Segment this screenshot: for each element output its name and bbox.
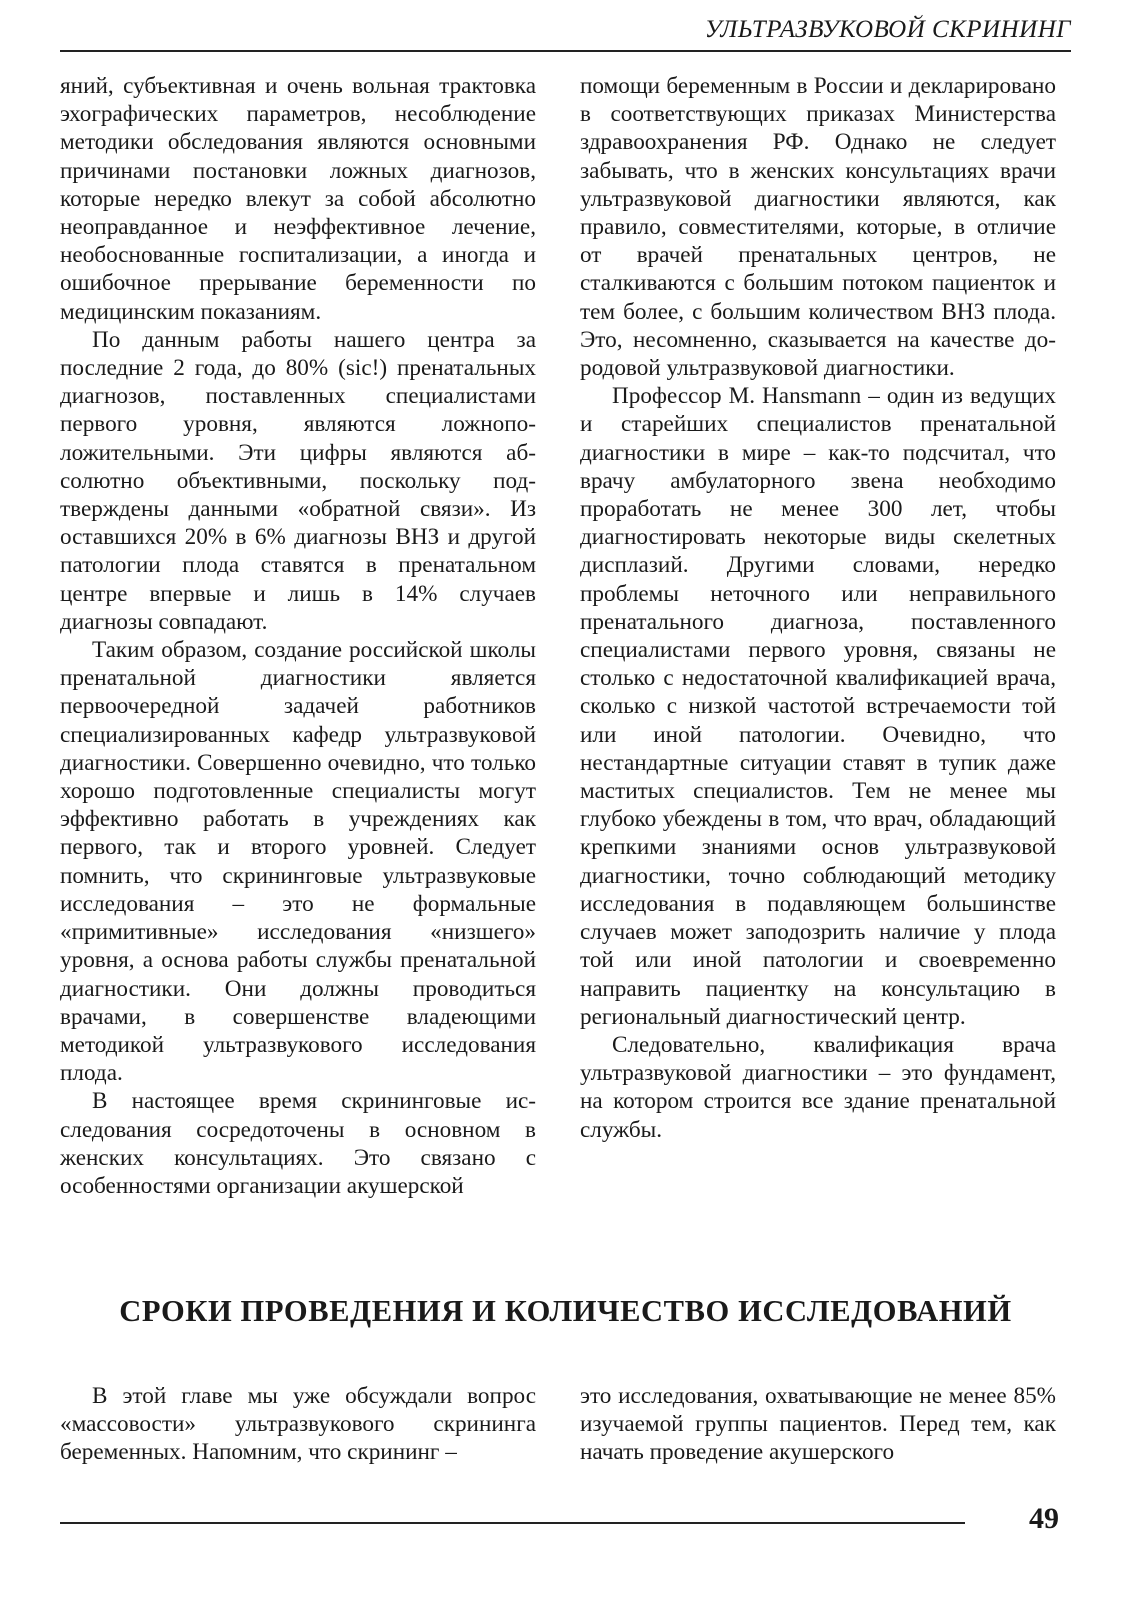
paragraph: это исследования, охватывающие не менее 85% изучаемой группы пациентов. Перед тем, как начать проведение акушерского: [580, 1383, 1056, 1466]
paragraph: Таким образом, создание российской школы пренатальной диагностики является первоочередной задачей работников специализированных кафедр ультразвуковой диагностики. Совершенно очевидно, что только хорошо подготовленные специалисты могут эффективно работать в учреждениях как первого, так и второго уровней. Следует помнить, что скрининговые ультразвуковые исследования – это не формальные «примитивные» исследования «низшего» уровня, а основа работы службы пренатальной диагностики. Они должны проводиться врачами, в совершенстве владеющими методикой ультразвукового исследования плода.: [60, 637, 536, 1087]
text-column-right: [580, 72, 1056, 1144]
paragraph: Следовательно, квалификация врача ультразвуковой диагностики – это фундамент, на котором строится все здание пренатальной службы.: [580, 1031, 1056, 1143]
page-number: 49: [1029, 1502, 1059, 1535]
section-column-right: [580, 1382, 1056, 1467]
paragraph: В настоящее время скрининговые исследования сосредоточены в основном в женских консультациях. Это связано с особенностями организации акушерской: [60, 1088, 536, 1199]
paragraph: яний, субъективная и очень вольная трактовка эхографических параметров, несоблюдение методики обследования являются основными причинами постановки ложных диагнозов, которые нередко влекут за собой абсолютно неоправданное и неэффективное лечение, необоснованные госпитализации, а иногда и ошибочное прерывание беременности по медицинским показаниям.: [60, 73, 536, 325]
text-column-left: [60, 72, 536, 1200]
paragraph: помощи беременным в России и декларировано в соответствующих приказах Министерства здравоохранения РФ. Однако не следует забывать, что в женских консультациях врачи ультразвуковой диагностики являются, как правило, совместителями, которые, в отличие от врачей пренатальных центров, не сталкиваются с большим потоком пациенток и тем более, с большим количеством ВНЗ плода. Это, несомненно, сказывается на качестве дородовой ультразвуковой диагностики.: [580, 73, 1056, 382]
paragraph: По данным работы нашего центра за последние 2 года, до 80% (sic!) пренатальных диагнозов, поставленных специалистами первого уровня, являются ложноположительными. Эти цифры являются абсолютно объективными, поскольку подтверждены данными «обратной связи». Из оставшихся 20% в 6% диагнозы ВНЗ и другой патологии плода ставятся в пренатальном центре впервые и лишь в 14% случаев диагнозы совпадают.: [60, 326, 536, 635]
section-heading: СРОКИ ПРОВЕДЕНИЯ И КОЛИЧЕСТВО ИССЛЕДОВАНИЙ: [119, 1294, 1012, 1328]
running-title: УЛЬТРАЗВУКОВОЙ СКРИНИНГ: [704, 16, 1071, 43]
section-column-left: [60, 1382, 536, 1467]
paragraph: Профессор M. Hansmann – один из ведущих и старейших специалистов пренатальной диагностики в мире – как-то подсчитал, что врачу амбулаторного звена необходимо проработать не менее 300 лет, чтобы диагностировать некоторые виды скелетных дисплазий. Другими словами, нередко проблемы неточного или неправильного пренатального диагноза, поставленного специалистами первого уровня, связаны не столько с недостаточной квалификацией врача, сколько с низкой частотой встречаемости той или иной патологии. Очевидно, что нестандартные ситуации ставят в тупик даже маститых специалистов. Тем не менее мы глубоко убеждены в том, что врач, обладающий крепкими знаниями основ ультразвуковой диагностики, точно соблюдающий методику исследования в подавляющем большинстве случаев может заподозрить наличие у плода той или иной патологии и своевременно направить пациентку на консультацию в региональный диагностический центр.: [580, 383, 1056, 1030]
paragraph: В этой главе мы уже обсуждали вопрос «массовости» ультразвукового скрининга беременных. Напомним, что скрининг –: [60, 1383, 536, 1466]
running-header: [60, 14, 1071, 52]
footer-rule: [60, 1522, 965, 1524]
